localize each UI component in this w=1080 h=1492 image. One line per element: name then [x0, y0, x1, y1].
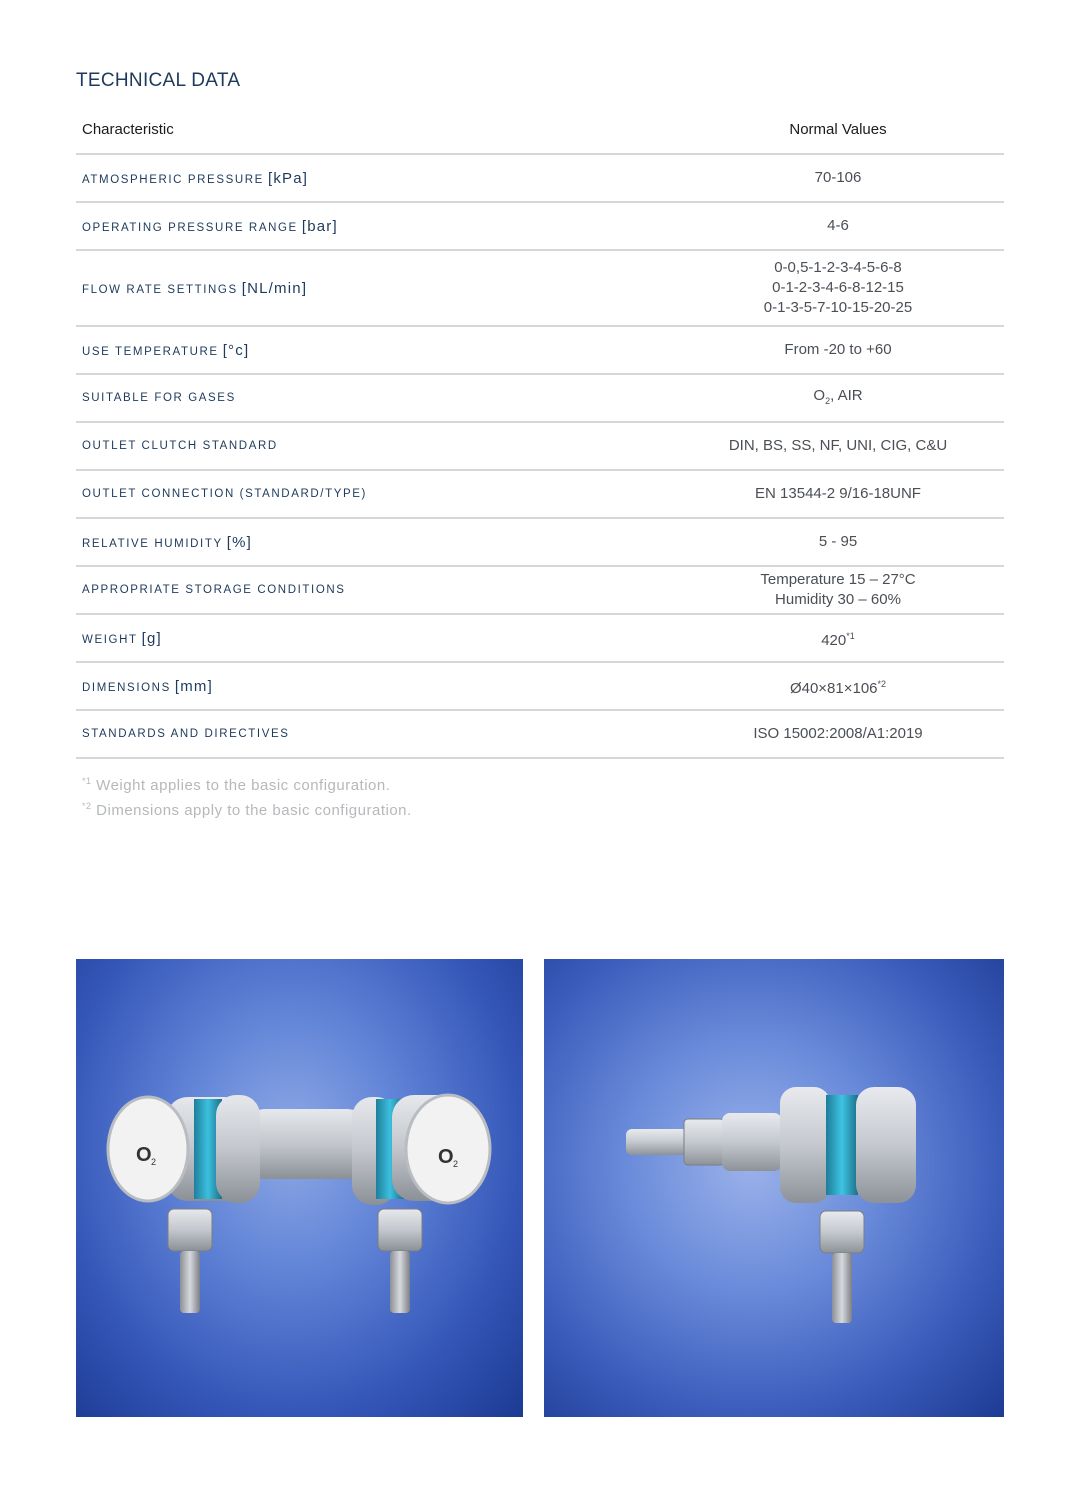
- row-label: ATMOSPHERIC PRESSURE: [82, 173, 264, 186]
- column-header-characteristic: Characteristic: [82, 121, 174, 138]
- gas-oxygen: O: [813, 386, 826, 404]
- footnote-mark: *1: [846, 630, 855, 641]
- row-value-line: 0-1-2-3-4-6-8-12-15: [772, 279, 904, 296]
- row-value: [612, 570, 1004, 610]
- footnotes: [82, 771, 412, 821]
- row-label: STANDARDS AND DIRECTIVES: [82, 728, 290, 740]
- dual-flowmeter-illustration: [76, 959, 523, 1417]
- table-row: [76, 615, 1004, 663]
- table-row: [76, 203, 1004, 251]
- footnote-mark: *1: [82, 776, 92, 786]
- row-label: SUITABLE FOR GASES: [82, 392, 236, 404]
- row-label: RELATIVE HUMIDITY: [82, 537, 223, 550]
- row-value: [612, 386, 1004, 411]
- row-label: WEIGHT: [82, 633, 138, 646]
- row-value-line: 0-1-3-5-7-10-15-20-25: [763, 299, 913, 316]
- row-unit: [mm]: [174, 677, 213, 695]
- footnote-text: Dimensions apply to the basic configuration.: [91, 802, 412, 819]
- table-row: [76, 471, 1004, 519]
- row-value: DIN, BS, SS, NF, UNI, CIG, C&U: [728, 437, 948, 454]
- row-label: OUTLET CLUTCH STANDARD: [82, 440, 278, 452]
- svg-text:2: 2: [453, 1159, 459, 1169]
- row-label: APPROPRIATE STORAGE CONDITIONS: [82, 584, 346, 596]
- dimensions-value: Ø40×81×106: [789, 679, 878, 697]
- gas-oxygen-subscript: 2: [825, 395, 831, 406]
- table-row: [76, 663, 1004, 711]
- row-unit: [°c]: [222, 341, 250, 359]
- row-value-line: Humidity 30 – 60%: [775, 591, 901, 608]
- row-value: EN 13544-2 9/16-18UNF: [755, 485, 921, 502]
- table-row: [76, 519, 1004, 567]
- product-photo-dual-flowmeter: [76, 959, 523, 1417]
- svg-text:O: O: [438, 1146, 454, 1168]
- table-row: [76, 375, 1004, 423]
- weight-value: 420: [821, 631, 847, 649]
- footnote-text: Weight applies to the basic configuration.: [91, 777, 391, 794]
- row-value: [612, 674, 1004, 699]
- row-value-line: Temperature 15 – 27°C: [760, 571, 916, 588]
- table-row: [76, 423, 1004, 471]
- table-row: [76, 567, 1004, 615]
- row-label: OPERATING PRESSURE RANGE: [82, 221, 298, 234]
- row-value: 5 - 95: [818, 533, 858, 550]
- table-row: [76, 251, 1004, 327]
- product-photo-single-flowmeter: [544, 959, 1004, 1417]
- table-row: [76, 711, 1004, 759]
- table-row: [76, 155, 1004, 203]
- row-value: From -20 to +60: [784, 341, 892, 358]
- row-label: DIMENSIONS: [82, 681, 171, 694]
- row-unit: [%]: [226, 533, 253, 551]
- row-value: [612, 258, 1004, 318]
- row-unit: [kPa]: [267, 169, 309, 187]
- svg-text:O: O: [136, 1144, 152, 1166]
- row-label: OUTLET CONNECTION (STANDARD/TYPE): [82, 488, 367, 500]
- table-header: [76, 106, 1004, 155]
- gas-air: , AIR: [830, 386, 863, 404]
- row-unit: [bar]: [301, 217, 338, 235]
- row-unit: [g]: [141, 629, 162, 647]
- row-label: USE TEMPERATURE: [82, 345, 219, 358]
- svg-text:2: 2: [151, 1157, 157, 1167]
- row-value: 70-106: [814, 169, 862, 186]
- technical-data-table: [76, 106, 1004, 759]
- row-label: FLOW RATE SETTINGS: [82, 283, 238, 296]
- footnote-mark: *2: [82, 801, 92, 811]
- column-header-values: Normal Values: [789, 121, 887, 138]
- row-unit: [NL/min]: [241, 279, 308, 297]
- footnote-mark: *2: [877, 678, 887, 689]
- table-row: [76, 327, 1004, 375]
- row-value: 4-6: [827, 217, 849, 234]
- footnote: [82, 796, 412, 821]
- row-value-line: 0-0,5-1-2-3-4-5-6-8: [774, 259, 902, 276]
- row-value: ISO 15002:2008/A1:2019: [753, 725, 923, 742]
- row-value: [612, 626, 1004, 651]
- footnote: [82, 771, 412, 796]
- page-title: TECHNICAL DATA: [76, 70, 241, 91]
- single-flowmeter-illustration: [544, 959, 1004, 1417]
